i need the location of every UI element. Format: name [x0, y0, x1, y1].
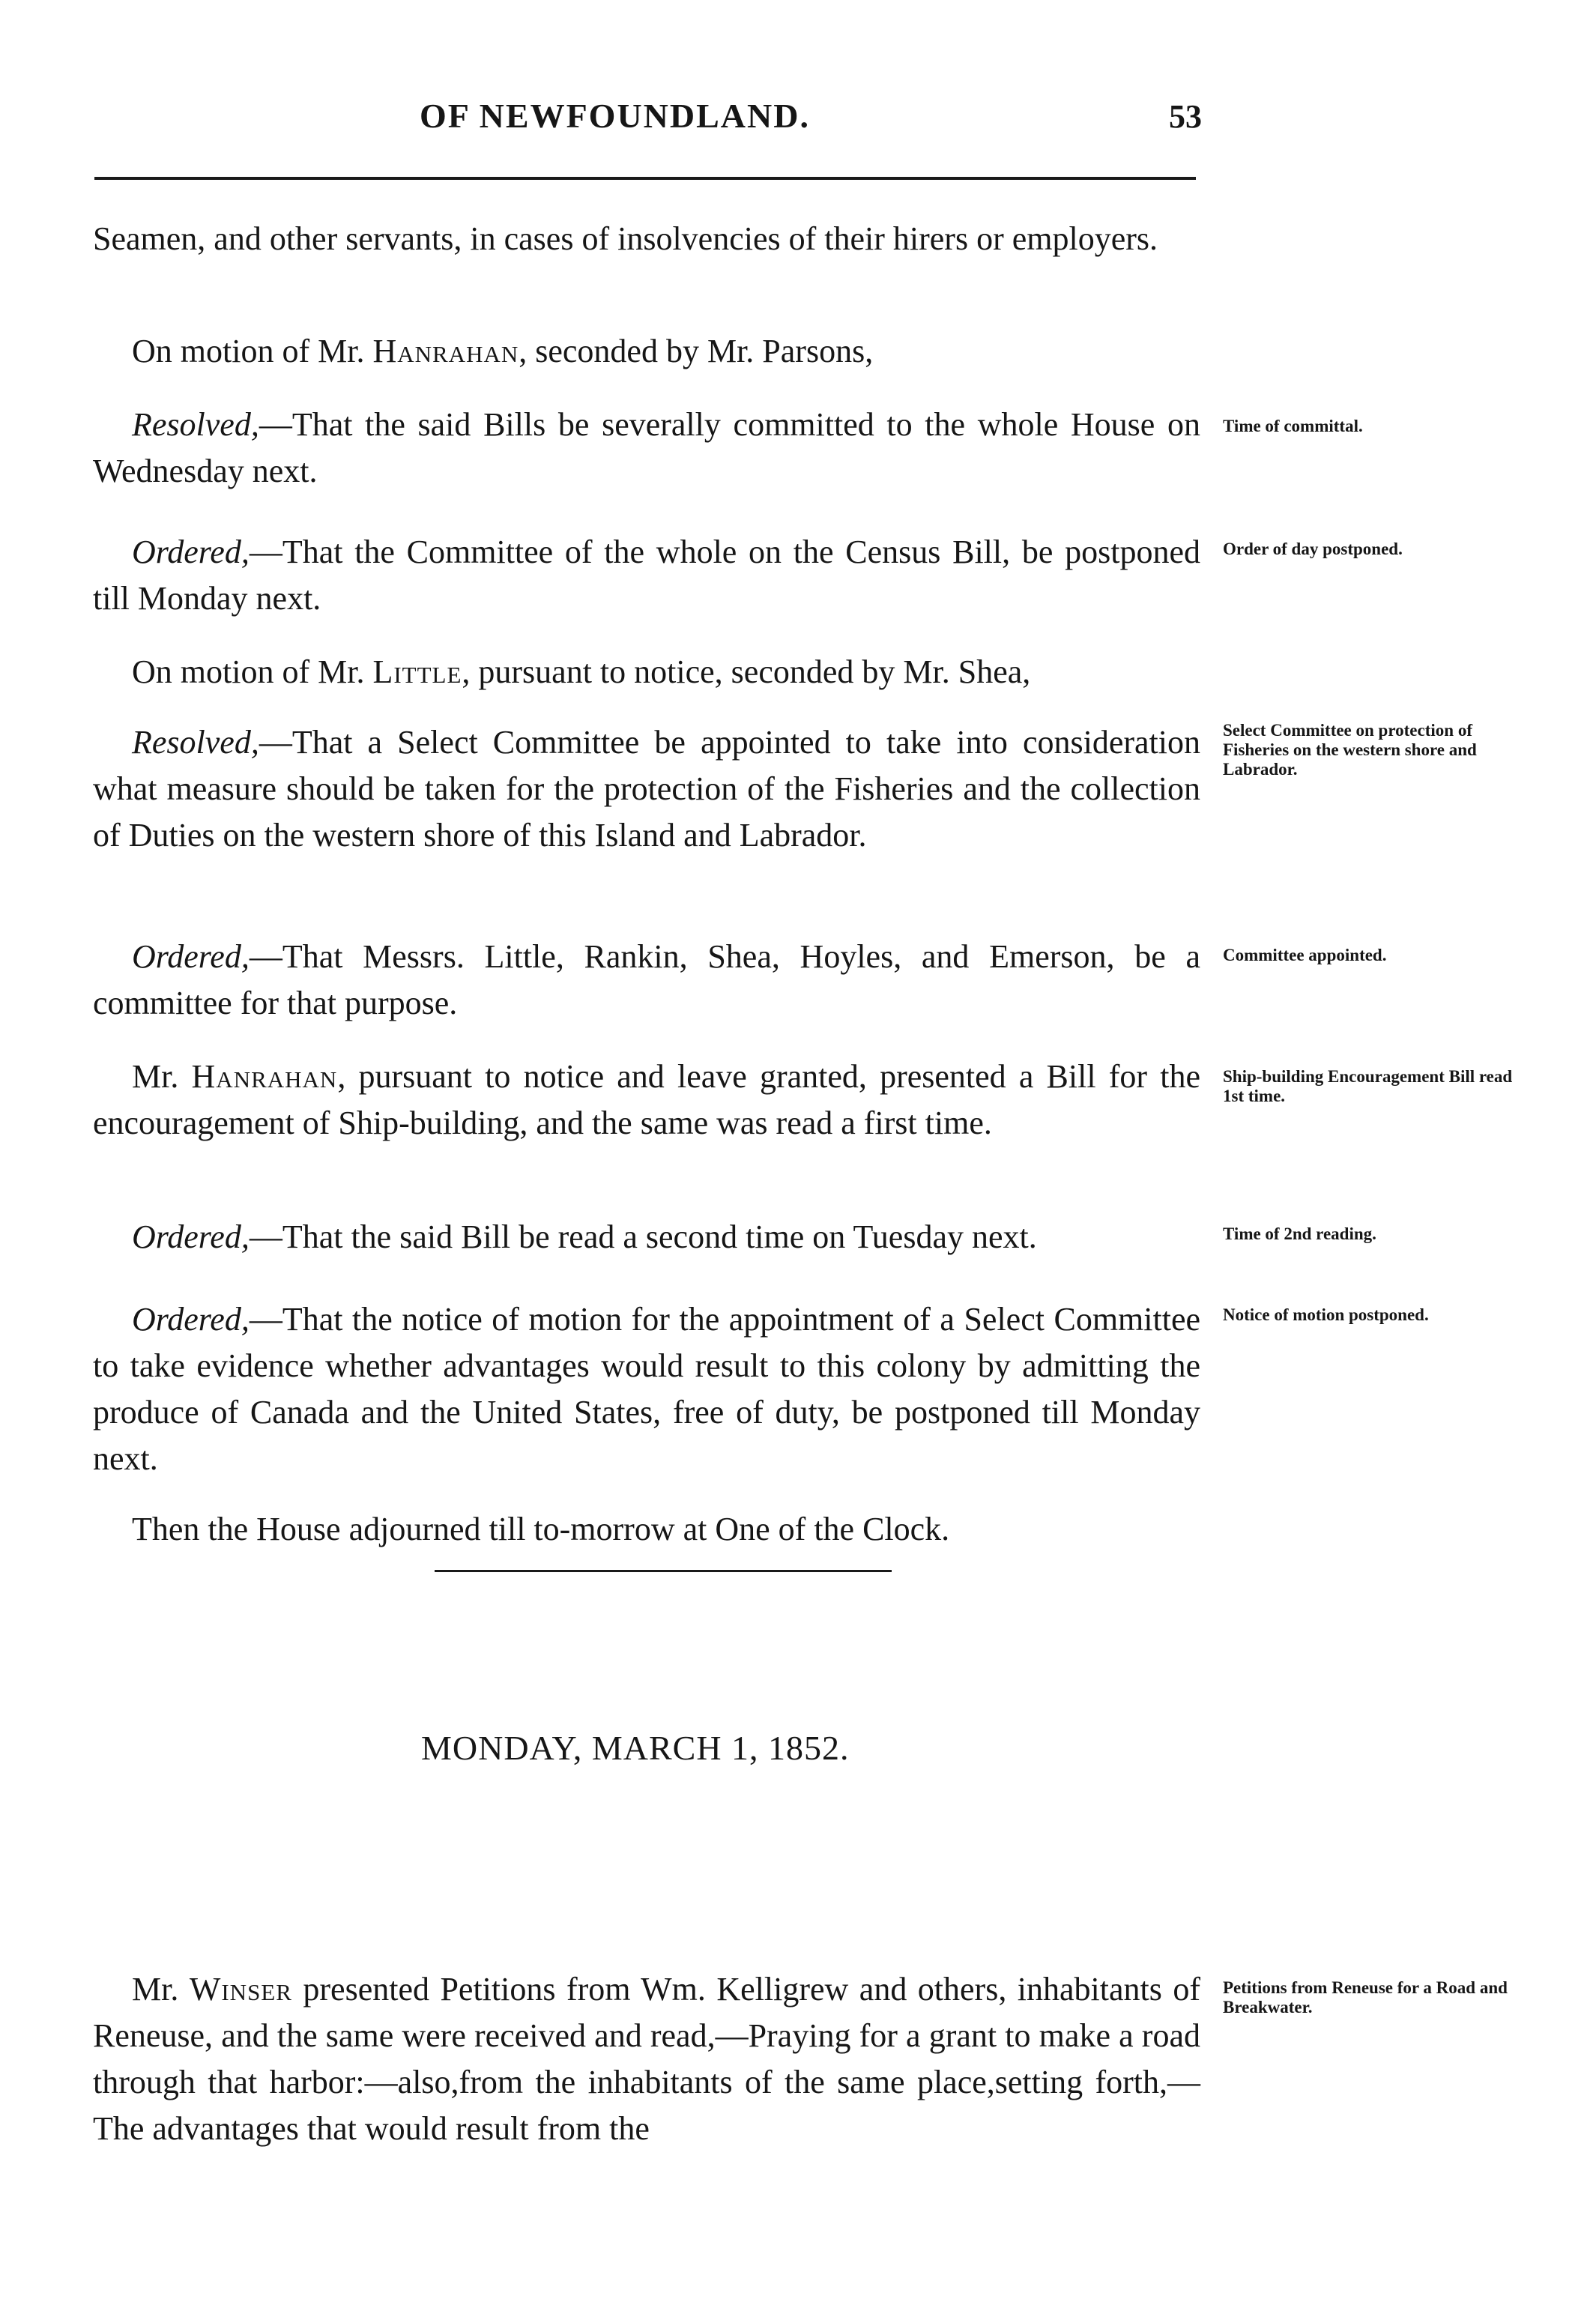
page-number: 53	[1169, 98, 1202, 135]
margin-note: Petitions from Reneuse for a Road and Breakwater.	[1223, 1978, 1508, 2017]
paragraph-lead: Ordered,	[132, 1218, 250, 1255]
margin-note: Committee appointed.	[1223, 946, 1387, 964]
paragraph-lead: Ordered,	[132, 938, 250, 975]
paragraph-prefix: Mr.	[132, 1971, 190, 2008]
margin-note: Order of day postponed.	[1223, 540, 1403, 558]
member-name: Hanrahan	[191, 1058, 338, 1095]
paragraph-text: —That a Select Committee be appointed to take into consideration what measure should be taken for the protection of the Fisheries and the collection of Duties on the western shore of this Island and Labrador.	[93, 724, 1200, 854]
running-head: OF NEWFOUNDLAND.	[420, 97, 810, 135]
paragraph-shipbuilding-bill	[93, 1054, 1200, 1147]
member-name: Hanrahan	[372, 333, 519, 369]
date-heading: MONDAY, MARCH 1, 1852.	[421, 1729, 850, 1767]
paragraph-ordered-committee	[93, 934, 1200, 1027]
paragraph-text: , seconded by Mr. Parsons,	[519, 333, 874, 369]
paragraph-text: presented Petitions from Wm. Kelligrew and others, inhabitants of Reneuse, and the same were received and read,—Praying for a grant to make a road through that harbor:—also,from the inhabitants of the same place,setting forth,—The advantages that would result from the	[93, 1971, 1200, 2147]
header-rule	[94, 177, 1196, 180]
paragraph-lead: Resolved,	[132, 406, 259, 443]
paragraph-text: —That Messrs. Little, Rankin, Shea, Hoyles, and Emerson, be a committee for that purpose.	[93, 938, 1200, 1021]
paragraph-lead: Resolved,	[132, 724, 259, 761]
margin-note: Notice of motion postponed.	[1223, 1305, 1429, 1324]
margin-note: Select Committee on protection of Fisheries on the western shore and Labrador.	[1223, 721, 1477, 779]
paragraph-text: —That the said Bill be read a second time on Tuesday next.	[249, 1218, 1037, 1255]
paragraph-text: —That the notice of motion for the appointment of a Select Committee to take evidence whether advantages would result to this colony by admitting the produce of Canada and the United States, free of duty, be postponed till Monday next.	[93, 1301, 1200, 1477]
paragraph-resolved-select-committee	[93, 719, 1200, 859]
margin-note: Time of 2nd reading.	[1223, 1224, 1376, 1243]
paragraph-text: Then the House adjourned till to-morrow at One of the Clock.	[132, 1511, 950, 1547]
paragraph-ordered-notice-postponed	[93, 1296, 1200, 1482]
paragraph-text: —That the Committee of the whole on the Census Bill, be postponed till Monday next.	[93, 534, 1200, 617]
paragraph-lead: Ordered,	[132, 1301, 250, 1338]
paragraph-continuation	[93, 216, 1200, 262]
paragraph-motion-hanrahan	[93, 328, 1200, 375]
margin-note: Ship-building Encouragement Bill read 1st time.	[1223, 1067, 1513, 1105]
paragraph-motion-little	[93, 649, 1200, 695]
paragraph-text: Seamen, and other servants, in cases of insolvencies of their hirers or employers.	[93, 220, 1158, 257]
paragraph-prefix: On motion of Mr.	[132, 653, 373, 690]
paragraph-ordered-second-reading	[93, 1214, 1200, 1260]
margin-note: Time of committal.	[1223, 417, 1363, 435]
member-name: Winser	[189, 1971, 292, 2008]
member-name: Little	[372, 653, 462, 690]
paragraph-resolved-committal	[93, 402, 1200, 495]
paragraph-text: —That the said Bills be severally committed to the whole House on Wednesday next.	[93, 406, 1200, 489]
paragraph-ordered-census	[93, 529, 1200, 622]
paragraph-text: , pursuant to notice and leave granted, presented a Bill for the encouragement of Ship-building, and the same was read a first time.	[93, 1058, 1200, 1141]
section-divider-rule	[435, 1570, 892, 1572]
paragraph-prefix: Mr.	[132, 1058, 192, 1095]
paragraph-text: , pursuant to notice, seconded by Mr. Shea,	[462, 653, 1031, 690]
paragraph-adjourned	[93, 1506, 1200, 1553]
paragraph-petitions-reneuse	[93, 1966, 1200, 2152]
paragraph-prefix: On motion of Mr.	[132, 333, 373, 369]
paragraph-lead: Ordered,	[132, 534, 250, 570]
